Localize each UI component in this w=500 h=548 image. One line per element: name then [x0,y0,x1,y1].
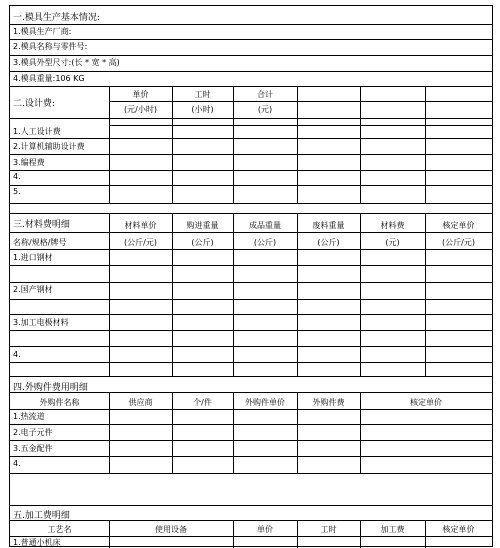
grid-line [10,249,492,250]
s3-name-header: 名称/规格/牌号 [13,238,67,247]
s5-hours-header: 工时 [320,525,337,534]
grid-line [10,265,492,266]
s3-finished-weight-header: 成品重量 [249,221,281,230]
s3-scrap-weight-unit: (公斤) [317,238,340,247]
mold-name-label: 2.模具名称与零件号: [13,42,88,51]
divider [10,71,492,72]
grid-line [10,424,492,425]
grid-line [10,232,492,233]
s2-unit-price-unit: (元/小时) [124,105,157,114]
grid-line [10,314,492,315]
section4-title: 四.外购件费用明细 [13,383,88,393]
grid-line [10,330,492,331]
section2-title: 二.设计费: [13,99,55,109]
s3-row-domestic-steel: 2.国产钢材 [13,285,53,294]
grid-line [10,362,492,363]
grid-line [10,185,492,186]
s3-approved-price-unit: (公斤/元) [442,238,475,247]
section1-title: 一.模具生产基本情况: [13,13,100,23]
s3-row-electrode-material: 3.加工电极材料 [13,318,69,327]
grid-line [10,536,492,537]
grid-line [10,392,492,393]
s4-row-4: 4. [13,459,21,468]
grid-line [10,376,492,377]
grid-line [10,282,492,283]
s4-row-electronic: 2.电子元件 [13,428,53,437]
s3-material-cost-header: 材料费 [380,221,405,230]
grid-line [10,138,492,139]
s5-approved-price-header: 核定单价 [442,525,475,534]
s4-part-cost-header: 外购件费 [312,398,345,407]
grid-line [10,409,492,410]
cost-form-sheet [9,5,493,547]
grid-line [10,346,492,347]
s3-material-cost-unit: (元) [385,238,400,247]
divider [10,39,492,40]
s2-total-header: 合计 [257,90,273,99]
grid-line [10,213,492,214]
s2-hours-header: 工时 [194,90,211,99]
divider [10,55,492,56]
s4-approved-price-header: 核定单价 [410,398,442,407]
divider [10,86,492,87]
s3-purchase-weight-header: 购进重量 [186,221,219,230]
grid-line [10,456,492,457]
s5-equipment-header: 使用设备 [155,525,187,534]
grid-line [10,520,492,521]
s4-part-price-header: 外购件单价 [245,398,285,407]
s2-row-programming: 3.编程费 [13,158,45,167]
divider [10,24,492,25]
s4-part-name-header: 外购件名称 [39,398,80,407]
grid-line [109,101,492,102]
mold-weight-label: 4.模具重量:106 KG [13,74,85,83]
s2-total-unit: (元) [257,105,273,114]
section5-title: 五.加工费明细 [13,511,70,521]
grid-line [10,440,492,441]
s3-material-price-unit: (公斤/元) [124,238,157,247]
s3-approved-price-header: 核定单价 [442,221,475,230]
s2-row-4: 4. [13,172,21,181]
s2-row-5: 5. [13,187,21,196]
s2-row-cad: 2.计算机辅助设计费 [13,142,85,151]
mold-size-label: 3.模具外型尺寸:(长 * 宽 * 高) [13,58,120,67]
s4-quantity-header: 个/件 [193,398,212,407]
grid-line [10,203,492,204]
s5-row-small-lathe: 1.普通小机床 [13,538,61,547]
s5-process-header: 工艺名 [47,525,72,534]
s4-row-hardware: 3.五金配件 [13,444,53,453]
s3-finished-weight-unit: (公斤) [253,238,277,247]
s3-purchase-weight-unit: (公斤) [191,238,214,247]
s3-row-4: 4. [13,350,21,359]
section3-title: 三.材料费明细 [13,220,70,230]
s4-row-hot-runner: 1.热流道 [13,412,45,421]
grid-line [10,118,492,119]
s3-scrap-weight-header: 废料重量 [312,221,345,230]
grid-line [10,299,492,300]
grid-line [10,170,492,171]
s4-supplier-header: 供应商 [128,398,153,407]
manufacturer-label: 1.模具生产厂商: [13,27,72,36]
grid-line [10,473,492,474]
s3-row-imported-steel: 1.进口钢材 [13,253,53,262]
s2-hours-unit: (小时) [191,105,214,114]
s2-row-manual-design: 1.人工设计费 [13,127,61,136]
s5-processing-cost-header: 加工费 [380,525,405,534]
s5-unit-price-header: 单价 [257,525,273,534]
grid-line [10,505,492,506]
grid-line [10,154,492,155]
grid-line [109,125,492,126]
s3-material-price-header: 材料单价 [124,221,157,230]
s2-unit-price-header: 单价 [132,90,149,99]
